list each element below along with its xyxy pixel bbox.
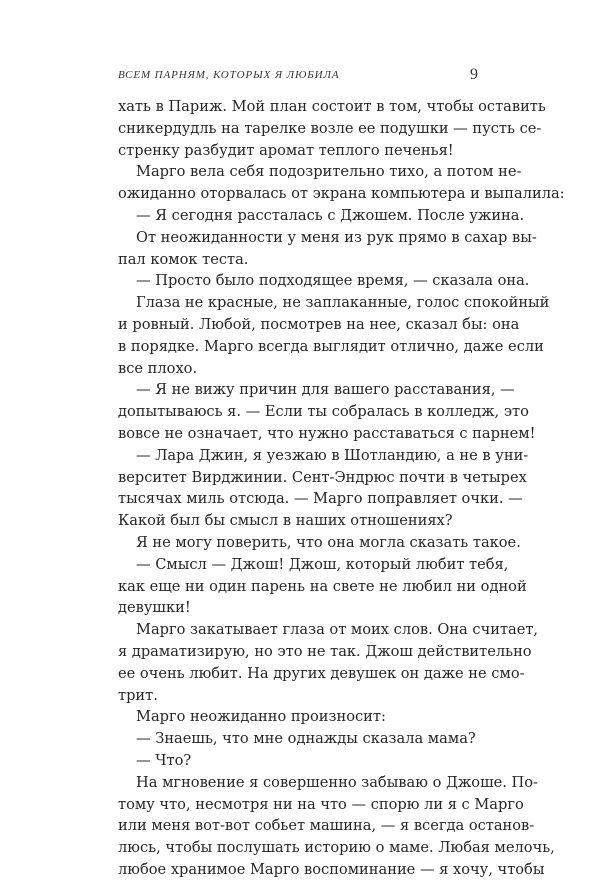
text-line: верситет Вирджинии. Сент-Эндрюс почти в четырех [118,468,527,486]
text-line: любое хранимое Марго воспоминание — я хочу, чтобы [118,860,545,878]
text-line: или меня вот-вот собьет машина, — я всегда останов- [118,817,535,835]
text-line: люсь, чтобы послушать историю о маме. Любая мелочь, [118,839,555,857]
text-line: хать в Париж. Мой план состоит в том, чтобы оставить [118,98,546,115]
text-line: трит. [118,686,158,704]
text-line: Какой был бы смысл в наших отношениях? [118,512,453,530]
text-line: — Лара Джин, я уезжаю в Шотландию, а не в уни- [136,446,529,464]
text-line: — Что? [136,751,192,769]
text-line: сникердудль на тарелке возле ее подушки — пусть се- [118,119,542,137]
text-line: — Смысл — Джош! Джош, который любит тебя, [136,555,509,573]
text-line: Марго неожиданно произносит: [136,708,386,726]
text-line: От неожиданности у меня из рук прямо в сахар вы- [136,228,537,246]
text-line: как еще ни один парень на свете не любил ни одной [118,577,527,595]
text-line: все плохо. [118,359,198,377]
text-line: — Знаешь, что мне однажды сказала мама? [136,730,476,748]
text-line: вовсе не означает, что нужно расставаться с парнем! [118,424,536,442]
text-line: Я не могу поверить, что она могла сказать такое. [136,533,521,551]
text-line: — Я не вижу причин для вашего расставания, — [136,381,515,399]
text-line: допытываюсь я. — Если ты собралась в колледж, это [118,403,529,421]
text-line: Глаза не красные, не заплаканные, голос спокойный [136,294,550,312]
text-line: ожиданно оторвалась от экрана компьютера и выпалила: [118,185,565,203]
text-line: стренку разбудит аромат теплого печенья! [118,141,454,159]
text-line: ее очень любит. На других девушек он даже не смо- [118,664,525,682]
text-line: тому что, несмотря ни на что — спорю ли я с Марго [118,795,524,813]
text-line: тысячах миль отсюда. — Марго поправляет очки. — [118,490,523,508]
text-line: пал комок теста. [118,250,249,268]
text-line: Марго вела себя подозрительно тихо, а потом не- [136,163,522,181]
text-line: — Я сегодня рассталась с Джошем. После ужина. [136,206,525,224]
text-line: в порядке. Марго всегда выглядит отлично, даже если [118,337,544,355]
text-line: и ровный. Любой, посмотрев на нее, сказал бы: она [118,315,520,333]
text-line: я драматизирую, но это не так. Джош действительно [118,642,532,660]
page-header [118,66,478,90]
body-text [118,96,565,881]
text-line: — Просто было подходящее время, — сказала она. [136,272,530,290]
text-line: девушки! [118,599,191,617]
page-number: 9 [470,66,478,83]
running-title: ВСЕМ ПАРНЯМ, КОТОРЫХ Я ЛЮБИЛА [118,69,340,81]
text-line: Марго закатывает глаза от моих слов. Она считает, [136,621,539,639]
text-line: На мгновение я совершенно забываю о Джоше. По- [136,773,538,791]
